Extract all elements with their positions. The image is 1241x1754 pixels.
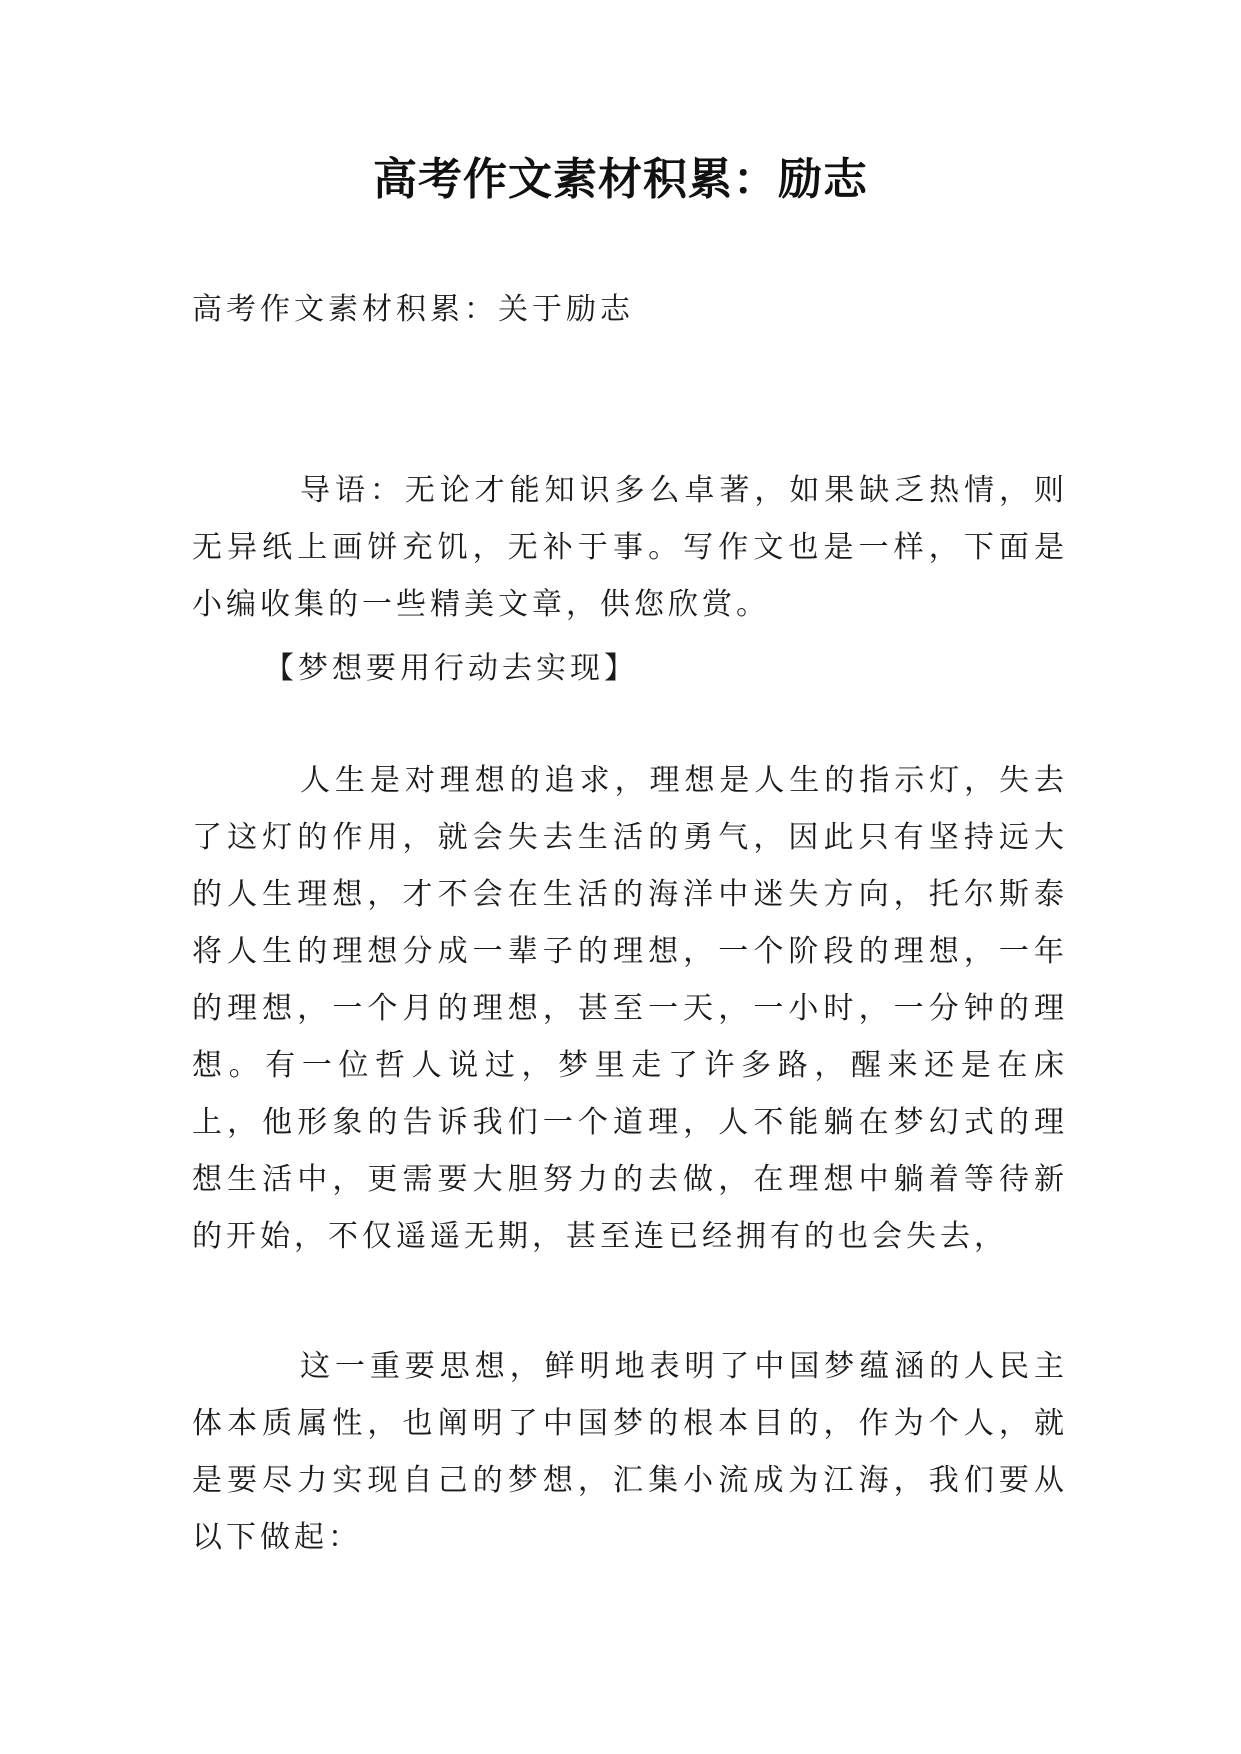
intro-paragraph: 导语：无论才能知识多么卓著，如果缺乏热情，则无异纸上画饼充饥，无补于事。写作文也是一样，下面是小编收集的一些精美文章，供您欣赏。: [192, 473, 1068, 622]
document-title: 高考作文素材积累：励志: [373, 154, 868, 205]
body-paragraph-2: 这一重要思想，鲜明地表明了中国梦蕴涵的人民主体本质属性，也阐明了中国梦的根本目的，作为个人，就是要尽力实现自己的梦想，汇集小流成为江海，我们要从以下做起：: [192, 1349, 1068, 1555]
document-subtitle: 高考作文素材积累：关于励志: [192, 292, 634, 327]
section-heading: 【梦想要用行动去实现】: [264, 651, 638, 686]
body-paragraph-1: 人生是对理想的追求，理想是人生的指示灯，失去了这灯的作用，就会失去生活的勇气，因此只有坚持远大的人生理想，才不会在生活的海洋中迷失方向，托尔斯泰将人生的理想分成一辈子的理想，一个阶段的理想，一年的理想，一个月的理想，甚至一天，一小时，一分钟的理想。有一位哲人说过，梦里走了许多路，醒来还是在床上，他形象的告诉我们一个道理，人不能躺在梦幻式的理想生活中，更需要大胆努力的去做，在理想中躺着等待新的开始，不仅遥遥无期，甚至连已经拥有的也会失去，: [192, 763, 1068, 1254]
